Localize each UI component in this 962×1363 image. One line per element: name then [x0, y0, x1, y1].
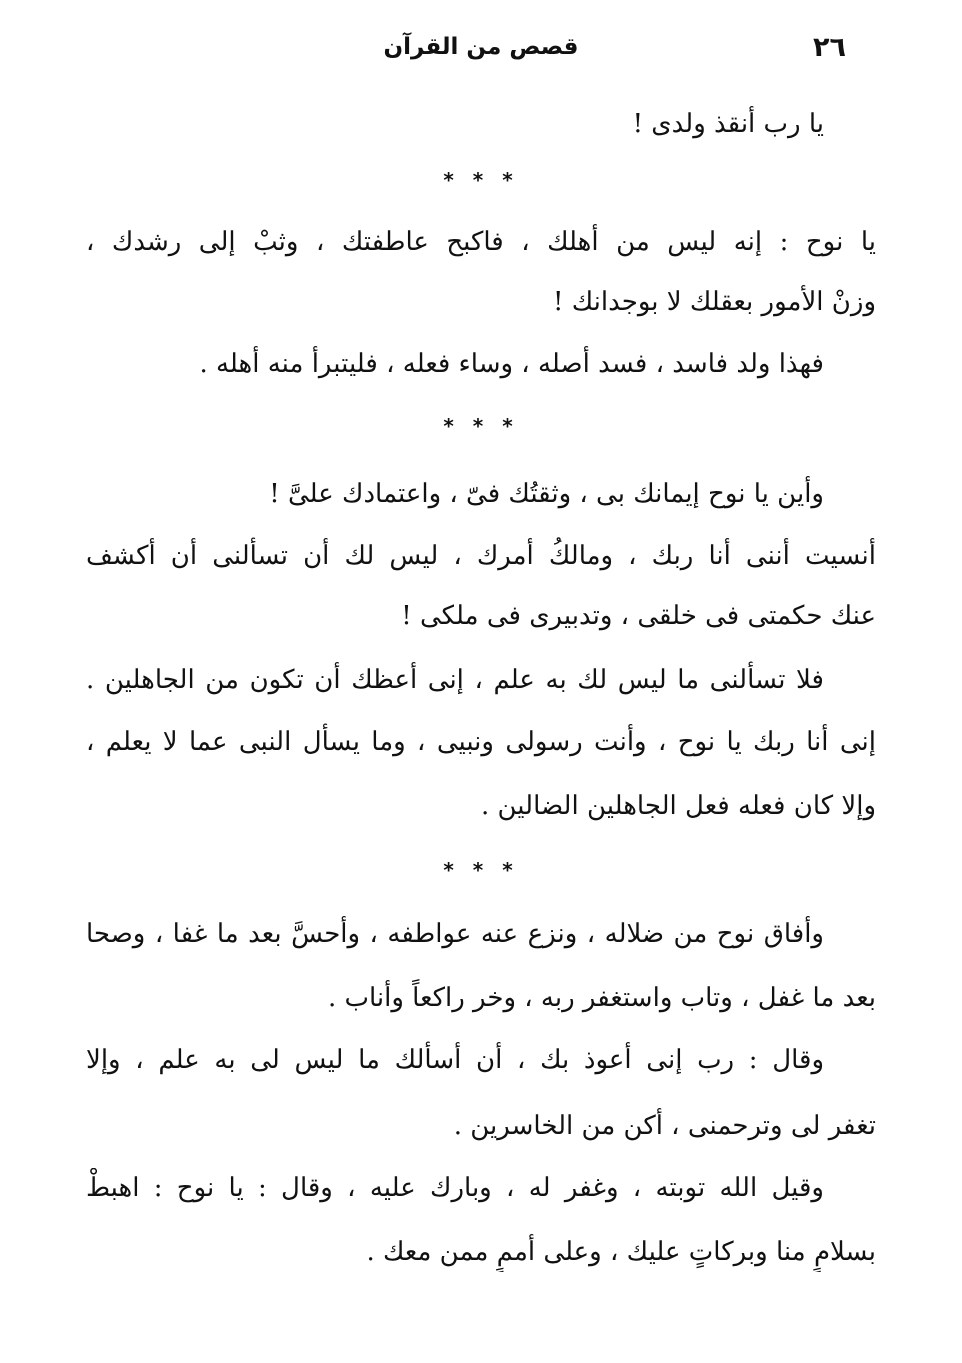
page-header — [90, 30, 872, 74]
text-line: عنك حكمتى فى خلقى ، وتدبيرى فى ملكى ! — [401, 601, 876, 631]
text-line: وزنْ الأمور بعقلك لا بوجدانك ! — [553, 287, 876, 317]
text-line: أنسيت أننى أنا ربك ، ومالكُ أمرك ، ليس لك أن تسألنى أن أكشف — [86, 541, 876, 571]
text-line: تغفر لى وترحمنى ، أكن من الخاسرين . — [453, 1111, 876, 1141]
section-separator: * * * — [443, 414, 519, 438]
book-title: قصص من القرآن — [383, 34, 579, 60]
text-line: يا رب أنقذ ولدى ! — [632, 109, 824, 139]
text-line: فلا تسألنى ما ليس لك به علم ، إنى أعظك أن تكون من الجاهلين . — [86, 665, 824, 695]
page-number: ٢٦ — [813, 32, 846, 63]
text-line: وإلا كان فعله فعل الجاهلين الضالين . — [480, 791, 876, 821]
text-line: يا نوح : إنه ليس من أهلك ، فاكبح عاطفتك ، وثبْ إلى رشدك ، — [86, 227, 876, 257]
text-line: وأين يا نوح إيمانك بى ، وثقتُك فىّ ، واعتمادك علىَّ ! — [269, 479, 824, 509]
text-line: بسلامٍ منا وبركاتٍ عليك ، وعلى أممٍ ممن معك . — [366, 1237, 876, 1267]
section-separator: * * * — [443, 168, 519, 192]
text-line: بعد ما غفل ، وتاب واستغفر ربه ، وخر راكعاً وأناب . — [327, 983, 876, 1013]
section-separator: * * * — [443, 858, 519, 882]
text-line: وأفاق نوح من ضلاله ، ونزع عنه عواطفه ، وأحسَّ بعد ما غفا ، وصحا — [86, 919, 824, 949]
text-line: وقيل الله توبته ، وغفر له ، وبارك عليه ، وقال : يا نوح : اهبطْ — [86, 1173, 824, 1203]
text-line: وقال : رب إنى أعوذ بك ، أن أسألك ما ليس لى به علم ، وإلا — [86, 1045, 824, 1075]
text-line: إنى أنا ربك يا نوح ، وأنت رسولى ونبيى ، وما يسأل النبى عما لا يعلم ، — [86, 727, 876, 757]
text-line: فهذا ولد فاسد ، فسد أصله ، وساء فعله ، فليتبرأ منه أهله . — [199, 349, 824, 379]
